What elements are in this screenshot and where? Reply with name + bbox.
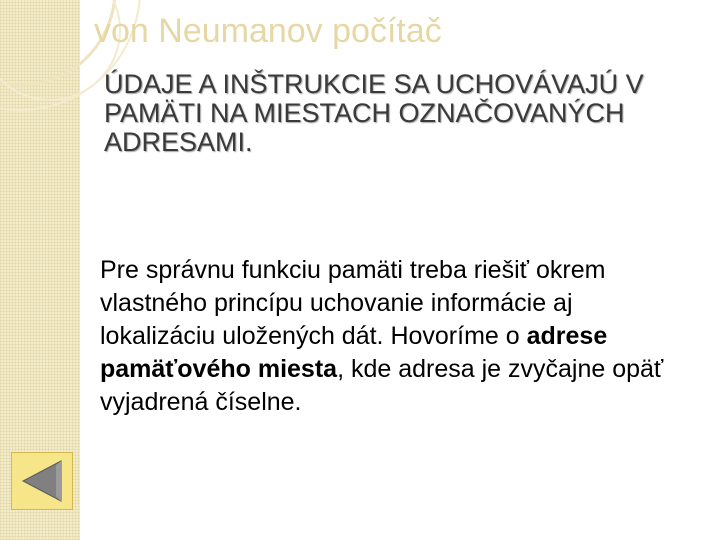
body-text-part-2: , kde adresa je zvyčajne opäť vyjadrená číselne. xyxy=(100,355,664,416)
slide-subtitle: ÚDAJE A INŠTRUKCIE SA UCHOVÁVAJÚ V PAMÄTI NA MIESTACH OZNAČOVANÝCH ADRESAMI. xyxy=(104,69,644,157)
slide-body-text xyxy=(100,254,690,419)
slide-title: von Neumanov počítač xyxy=(94,12,442,50)
body-text-part-1: Pre správnu funkciu pamäti treba riešiť okrem vlastného princípu uchovanie informácie aj lokalizáciu uložených dát. Hovoríme o xyxy=(100,256,606,350)
triangle-left-icon xyxy=(12,453,72,509)
body-text-bold-term: adrese pamäťového miesta xyxy=(100,322,608,383)
back-button[interactable] xyxy=(11,452,73,510)
